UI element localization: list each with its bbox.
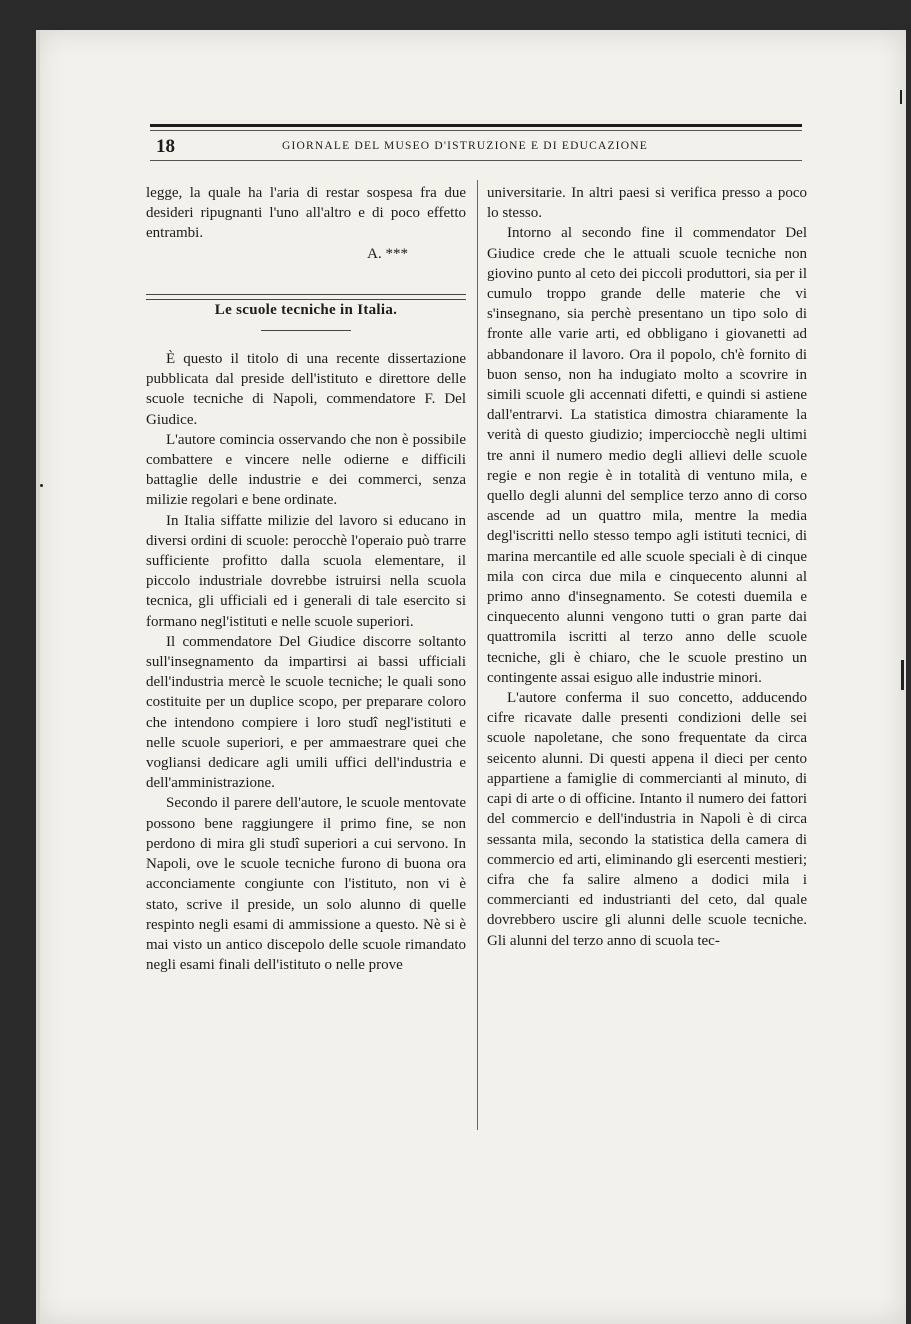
paragraph: L'autore comincia osservando che non è possibile combattere e vincere nelle odierne e difficili battaglie delle industrie e dei commerci, senza milizie regolari e bene ordinate. (146, 431, 466, 509)
page-edge (36, 30, 40, 1324)
header-rule-thick (150, 124, 802, 127)
paragraph: È questo il titolo di una recente dissertazione pubblicata dal preside dell'istituto e direttore delle scuole tecniche di Napoli, commendatore F. Del Giudice. (146, 351, 466, 428)
scan-mark (900, 90, 902, 104)
column-divider (477, 180, 478, 1130)
page-number: 18 (156, 136, 175, 157)
paragraph: universitarie. In altri paesi si verifica presso a poco lo stesso. (487, 185, 807, 222)
paragraph: Secondo il parere dell'autore, le scuole mentovate possono bene raggiungere il primo fine, se non perdono di mira gli studî superiori a cui servono. In Napoli, ove le scuole tecniche furono di buona ora acconciamente congiunte con l'istituto, non vi è stato, scrive il preside, un solo alunno di quelle respinto negli esami di ammissione a questo. Nè si è mai visto un antico discepolo delle scuole rimandato negli esami finali dell'istituto o nelle prove (146, 795, 466, 974)
paragraph: In Italia siffatte milizie del lavoro si educano in diversi ordini di scuole: perocchè l'operaio può trarre sufficiente profitto dalla scuola elementare, il piccolo industriale dovrebbe istruirsi nella scuola tecnica, gli ufficiali ed i generali di tale esercito si formano negl'istituti e nelle scuole superiori. (146, 512, 466, 630)
signature: A. *** (367, 245, 408, 262)
left-column (146, 183, 466, 975)
header-rule-bottom (150, 160, 802, 161)
running-head: GIORNALE DEL MUSEO D'ISTRUZIONE E DI EDUCAZIONE (282, 140, 648, 152)
scan-speck (40, 484, 43, 487)
intro-paragraph: legge, la quale ha l'aria di restar sospesa fra due desideri ripugnanti l'uno all'altro e di poco effetto entrambi. (146, 185, 466, 242)
paragraph: Il commendatore Del Giudice discorre soltanto sull'insegnamento da impartirsi ai bassi ufficiali dell'industria mercè le scuole tecniche; le quali sono costituite per un duplice scopo, per preparare coloro che intendono compiere i loro studî negl'istituti e nelle scuole superiori, e per ammaestrare quei che vogliansi dedicare agli umili uffici dell'industria e dell'amministrazione. (146, 633, 466, 792)
title-underline (261, 330, 351, 331)
scan-mark (901, 660, 904, 690)
header-rule-thin (150, 130, 802, 131)
paragraph: L'autore conferma il suo concetto, adducendo cifre ricavate dalle presenti condizioni delle sei scuole napoletane, che sono frequentate da circa seicento alunni. Di questi appena il dieci per cento appartiene a famiglie di commercianti al minuto, di capi di arte o di officine. Intanto il numero dei fattori del commercio e dell'industria in Napoli è di circa sessanta mila, secondo la statistica della camera di commercio ed arti, eliminando gli esercenti mestieri; cifra che fa salire almeno a dodici mila i commercianti ed industrianti del ceto, dal quale dovrebbero uscire gli alunni delle scuole tecniche. Gli alunni del terzo anno di scuola tec- (487, 690, 807, 949)
right-column (487, 183, 807, 951)
section-title: Le scuole tecniche in Italia. (214, 301, 398, 318)
paragraph: Intorno al secondo fine il commendator Del Giudice crede che le attuali scuole tecniche non giovino punto al ceto dei piccoli produttori, sia per il cumulo troppo grande delle materie che vi s'insegnano, sia perchè presentano un tipo solo di fronte alle varie arti, ed obbligano i giovanetti ad abbandonare il lavoro. Ora il popolo, ch'è fornito di buon senso, non ha indugiato molto a scovrire in simili scuole gli accennati difetti, e quindi si astiene dall'entrarvi. La statistica dimostra chiaramente la verità di questo giudizio; imperciocchè negli ultimi tre anni il numero medio degli allievi delle scuole regie e non regie è in totalità di ventuno mila, e quello degli alunni del semplice terzo anno di corso ascende ad un quattro mila, mentre la media degl'iscritti nello stesso tempo agli istituti tecnici, di marina mercantile ed alle scuole speciali è di cinque mila con circa due mila e cinquecento alunni al primo anno d'insegnamento. Se cotesti duemila e cinquecento alunni vengono tutti o gran parte dai quattromila iscritti al terzo anno delle scuole tecniche, gli è chiaro, che le scuole prestino un contingente assai esiguo alle industrie minori. (487, 225, 807, 686)
